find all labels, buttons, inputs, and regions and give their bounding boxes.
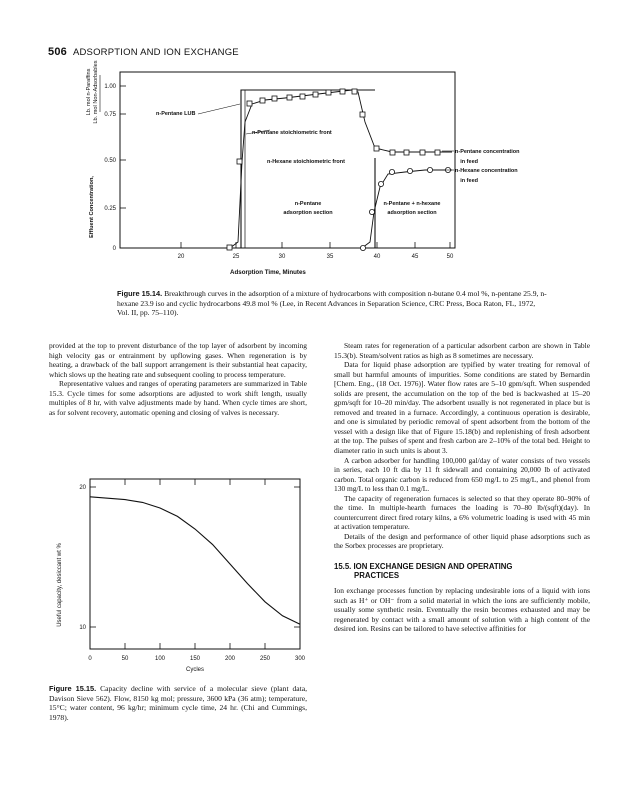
x-tick-50: 50 — [446, 254, 454, 260]
x-tick-label: 300 — [294, 656, 306, 662]
x-tick-label: 150 — [189, 656, 201, 662]
y-tick-label: 20 — [79, 485, 86, 491]
figure-15-14-caption — [117, 289, 547, 318]
label-hexane-conc: n-Hexane concentration — [455, 168, 518, 174]
caption2-label: Figure 15.15. — [49, 684, 97, 693]
x-tick-label: 50 — [121, 656, 129, 662]
x-axis-label: Adsorption Time, Minutes — [230, 269, 306, 276]
right-paragraph-5: Details of the design and performance of other liquid phase adsorptions such as the Sorbex processes are proprietary. — [334, 531, 590, 551]
x-tick-label: 200 — [224, 656, 236, 662]
ylabel-bottom: Lb. mol Non-Adsorbables — [93, 60, 99, 124]
right-column-text — [334, 341, 590, 634]
left-column-text — [49, 341, 307, 417]
label-hexane-front: n-Hexane stoichiometric front — [267, 159, 345, 165]
label-pentane-conc-2: in feed — [460, 159, 478, 165]
label-section1: n-Pentane — [294, 201, 322, 207]
x-tick-40: 40 — [373, 254, 381, 260]
right-paragraph-1: Steam rates for regeneration of a particular adsorbent carbon are shown in Table 15.3(b). Steam/solvent ratios as high as 8 sometimes are necessary. — [334, 341, 590, 360]
ylabel-top: Lb. mol n-Paraffins — [86, 68, 92, 116]
label-lub: n-Pentane LUB — [156, 111, 196, 117]
breakthrough-figure — [80, 60, 520, 280]
y-tick-0.50: 0.50 — [104, 158, 116, 164]
section-heading — [334, 562, 590, 580]
caption-label: Figure 15.14. — [117, 289, 163, 298]
x-tick-35: 35 — [326, 254, 334, 260]
caption-text: Breakthrough curves in the adsorption of a mixture of hydrocarbons with composition n-butane 0.4 mol %, n-pentane 25.9, n-hexane 23.9 iso and cyclic hydrocarbons 49.8 mol % (Lee, in Recent Advances in Separation Science, CRC Press, Boca Raton, FL, 1972, Vol. II, pp. 75–110). — [117, 289, 547, 318]
pentane-stoich-front — [241, 90, 375, 248]
y-tick-0.25: 0.25 — [104, 206, 116, 212]
left-paragraph-1: provided at the top to prevent disturbance of the top layer of adsorbent by incoming high velocity gas or entrainment by upflowing gases. When regeneration is by heating, a drawback of the ball support arrangement is their substantial heat capacity, which slows up the heating rate and subsequent cooling to process temperature. — [49, 341, 307, 379]
y-tick-0: 0 — [112, 246, 116, 252]
x-tick-20: 20 — [177, 254, 185, 260]
chart-y-label: Useful capacity, desiccant wt % — [57, 543, 63, 627]
right-paragraph-6: Ion exchange processes function by replacing undesirable ions of a liquid with ions such as H⁺ or OH⁻ from a solid material in which the ions are sufficiently mobile, usually some synthetic resin. Eventually the resin becomes exhausted and may be regenerated by contact with a small amount of solution with a high content of the desired ion. Resins can be tailored to have selective affinities for — [334, 586, 590, 634]
right-paragraph-2: Data for liquid phase adsorption are typified by water treating for removal of small but harmful amounts of impurities. Some conditions are stated by Bernardin [Chem. Eng., (18 Oct. 1976)]. Water flow rates are 5–10 gpm/sqft. When suspended solids are present, the accumulation on the top of the bed is backwashed at 15–20 gpm/sqft for 10–20 min/day. The adsorbent usually is not regenerated in place but is removed and treated in a furnace. Accordingly, a continuous operation is desirable, and one is simulated by periodic removal of spent adsorbent from the bottom of the vessel with a design like that of Figure 15.18(b) and replenishing of fresh adsorbent at the top. The pulses of spent and fresh carbon are 2–10% of the total bed. Height to diameter ratio in such units is about 3. — [334, 360, 590, 456]
caption2-text: Capacity decline with service of a molecular sieve (plant data, Davison Sieve 562). Flow, 8150 kg mol; pressure, 3600 kPa (36 atm); temperature, 15°C; water content, 96 kg/hr; minimum cycle time, 24 hr. (Chi and Cummings, 1978). — [49, 684, 308, 722]
left-paragraph-2: Representative values and ranges of operating parameters are summarized in Table 15.3. Cycle times for some adsorptions are adjusted to work shift length, usually multiples of 8 hr, with valve adjustments made by hand. When cycle times are short, as for solvent recovery, automatic opening and closing of valves is necessary. — [49, 379, 307, 417]
label-section2-2: adsorption section — [387, 210, 437, 216]
capacity-line — [90, 497, 300, 624]
running-title: ADSORPTION AND ION EXCHANGE — [72, 47, 239, 58]
chart-frame — [90, 479, 300, 649]
label-pentane-conc: n-Pentane concentration — [455, 149, 520, 155]
right-paragraph-3: A carbon adsorber for handling 100,000 gal/day of water consists of two vessels in series, each 10 ft dia by 11 ft sidewall and containing 20,000 lb of activated carbon. Total organic carbon is reduced from 650 mg/L to 25 mg/L, and phenol from 130 mg/L to less than 0.1 mg/L. — [334, 455, 590, 494]
pentane-curve — [230, 90, 452, 248]
running-header — [48, 46, 239, 58]
x-tick-30: 30 — [278, 254, 286, 260]
x-tick-25: 25 — [232, 254, 240, 260]
y-tick-label: 10 — [79, 625, 86, 631]
label-section2: n-Pentane + n-hexane — [383, 201, 441, 207]
x-tick-label: 100 — [154, 656, 166, 662]
y-tick-0.75: 0.75 — [104, 112, 116, 118]
label-hexane-conc-2: in feed — [460, 178, 478, 184]
page-number: 506 — [48, 46, 67, 58]
section-heading-line1: 15.5. ION EXCHANGE DESIGN AND OPERATING — [334, 562, 513, 572]
right-paragraph-4: The capacity of regeneration furnaces is selected so that they operate 80–90% of the time. In multiple-hearth furnaces the loading is 70–80 lb/(sqft)(day). In countercurrent direct fired rotary kilns, a 6% volumetric loading is used with 45 min at activation temperature. — [334, 493, 590, 532]
label-pentane-front: n-Pentane stoichiometric front — [252, 130, 332, 136]
capacity-decline-chart — [48, 465, 310, 677]
section-heading-line2: PRACTICES — [354, 571, 400, 581]
x-tick-45: 45 — [411, 254, 419, 260]
y-tick-1.00: 1.00 — [104, 84, 116, 90]
chart-x-label: Cycles — [185, 667, 205, 673]
label-section1-2: adsorption section — [283, 210, 333, 216]
ylabel-main: Effluent Concentration, — [89, 176, 95, 238]
x-tick-label: 0 — [88, 656, 92, 662]
figure-15-15-caption — [49, 684, 307, 722]
x-tick-label: 250 — [259, 656, 271, 662]
